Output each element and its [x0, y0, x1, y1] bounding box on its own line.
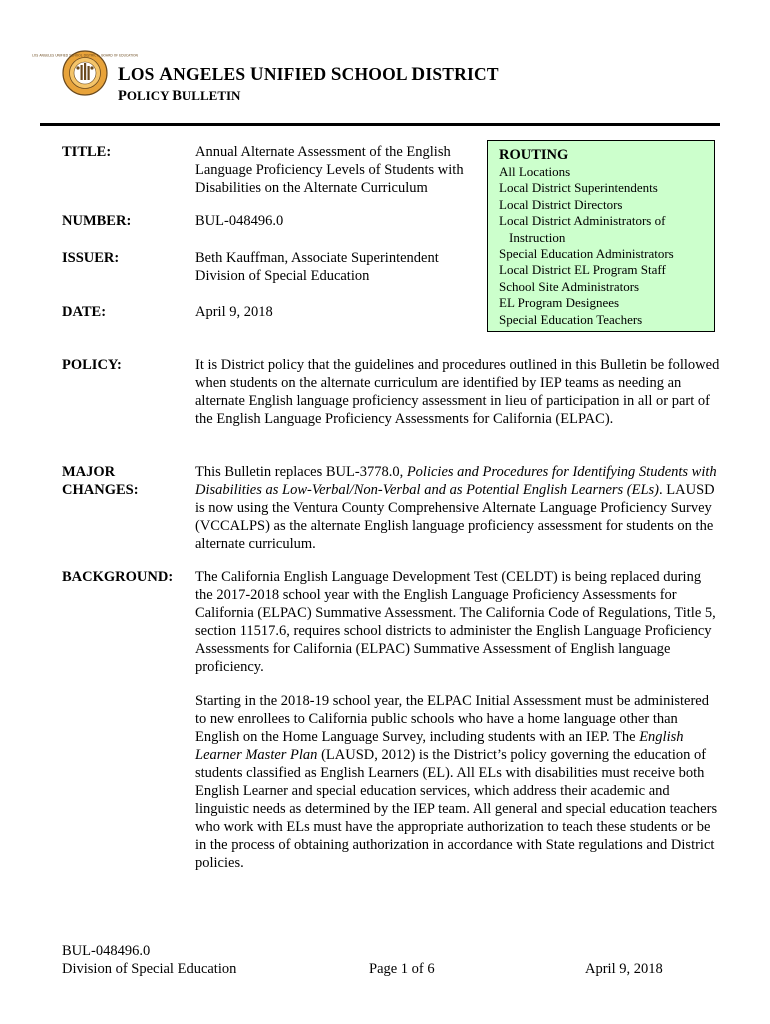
title-label: TITLE:	[62, 144, 112, 160]
issuer-label: ISSUER:	[62, 250, 120, 266]
seal-text: LOS ANGELES UNIFIED SCHOOL DISTRICT · BOARD OF EDUCATION	[32, 53, 138, 58]
routing-item: School Site Administrators	[499, 278, 640, 294]
district-name: LOS ANGELES UNIFIED SCHOOL DISTRICT	[118, 64, 499, 85]
background-paragraph-2: Starting in the 2018-19 school year, the ELPAC Initial Assessment must be administered to new enrollees to California public schools who have a home language other than English on the Home Language Survey, including students with an IEP. The English Learner Master Plan (LAUSD, 2012) is the District’s policy governing the education of students classified as English Learners (EL). All ELs with disabilities must receive both English Learner and special education services, which address their academic and linguistic needs as determined by the IEP team. All general and special education teachers who work with ELs must have the appropriate authorization to teach these students or be in the process of obtaining authorization in accordance with State regulations and District policies.	[195, 693, 718, 871]
number-value: BUL-048496.0	[195, 213, 284, 229]
routing-item: Special Education Administrators	[499, 246, 674, 262]
district-seal-logo	[32, 50, 138, 96]
header-divider	[40, 123, 720, 126]
footer-date: April 9, 2018	[585, 961, 663, 977]
routing-item: Local District Superintendents	[499, 180, 658, 196]
bulletin-type: POLICY BULLETIN	[118, 88, 241, 104]
routing-item: Special Education Teachers	[499, 311, 643, 327]
routing-list	[499, 164, 714, 328]
footer-bulletin-number: BUL-048496.0	[62, 943, 151, 959]
date-label: DATE:	[62, 304, 107, 320]
background-label: BACKGROUND:	[62, 569, 174, 585]
policy-label: POLICY:	[62, 357, 122, 373]
major-changes-text: This Bulletin replaces BUL-3778.0, Policies and Procedures for Identifying Students with Disabilities as Low-Verbal/Non-Verbal and as Potential English Learners (ELs). LAUSD is now using the Ventura County Comprehensive Alternate Language Proficiency Survey (VCCALPS) as the alternate English language proficiency assessment for students on the alternate curriculum.	[195, 464, 717, 552]
footer-division: Division of Special Education	[62, 961, 237, 977]
number-label: NUMBER:	[62, 213, 132, 229]
issuer-value: Beth Kauffman, Associate Superintendent Division of Special Education	[195, 250, 439, 284]
background-paragraph-1: The California English Language Development Test (CELDT) is being replaced during the 2017-2018 school year with the English Language Proficiency Assessments for California (ELPAC) Summative Assessment. The California Code of Regulations, Title 5, section 11517.6, requires school districts to administer the English Language Proficiency Assessments for California (ELPAC) Summative Assessment of English language proficiency.	[195, 569, 716, 675]
title-value: Annual Alternate Assessment of the English Language Proficiency Levels of Students with Disabilities on the Alternate Curriculum	[195, 144, 464, 196]
routing-title: ROUTING	[499, 147, 569, 163]
routing-item: EL Program Designees	[499, 295, 620, 311]
routing-item: Local District Administrators of	[499, 213, 666, 229]
routing-box	[487, 140, 715, 332]
routing-item: Local District EL Program Staff	[499, 262, 666, 278]
routing-item: Instruction	[509, 229, 566, 245]
routing-item: Local District Directors	[499, 196, 623, 212]
date-value: April 9, 2018	[195, 304, 273, 320]
routing-item: All Locations	[499, 164, 571, 179]
policy-text: It is District policy that the guidelines and procedures outlined in this Bulletin be followed when students on the alternate curriculum are identified by IEP teams as needing an alternate English language proficiency assessment in lieu of participation in all or part of the English Language Proficiency Assessments for California (ELPAC).	[195, 357, 720, 427]
footer-page-number: Page 1 of 6	[369, 961, 435, 977]
major-changes-label: MAJOR CHANGES:	[62, 464, 139, 498]
